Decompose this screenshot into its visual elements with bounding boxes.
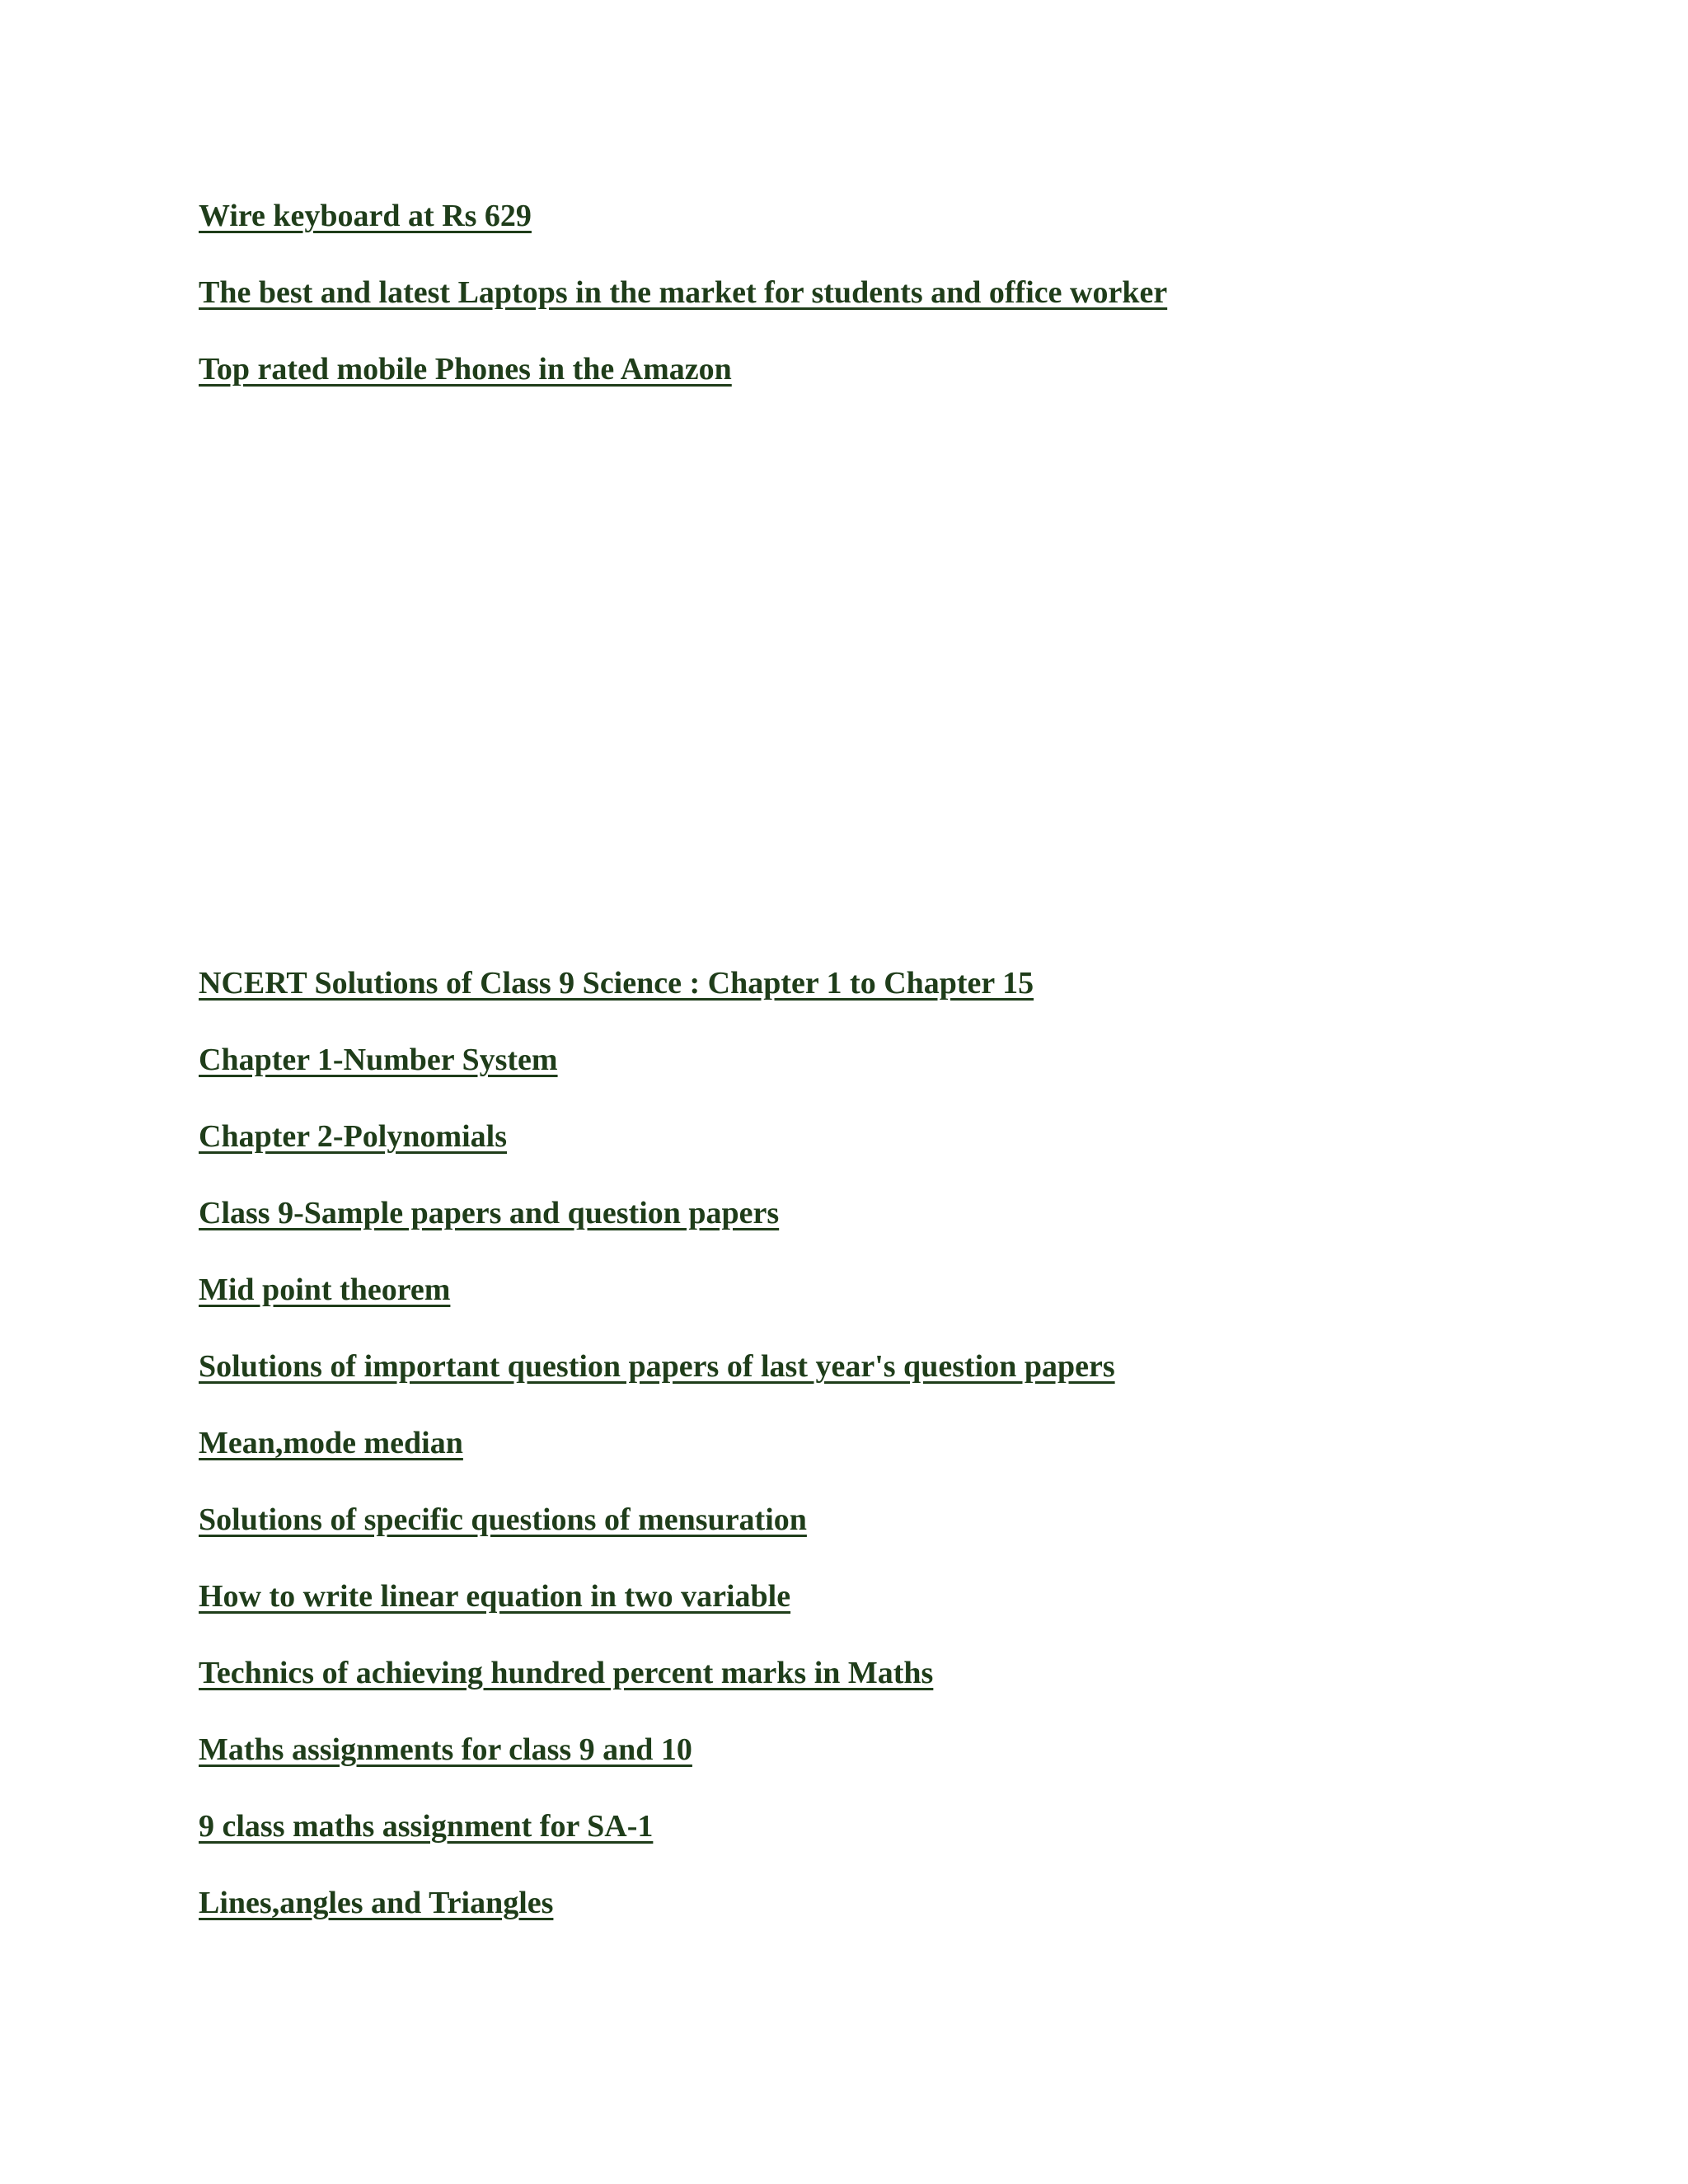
link-important-question-solutions[interactable]: Solutions of important question papers of last year's question papers	[199, 1349, 1115, 1384]
list-item	[199, 274, 1167, 350]
list-item	[199, 1424, 1115, 1501]
link-hundred-percent-marks[interactable]: Technics of achieving hundred percent marks in Maths	[199, 1656, 934, 1690]
study-links-list	[199, 964, 1115, 1961]
list-item	[199, 1501, 1115, 1577]
link-chapter-2-polynomials[interactable]: Chapter 2-Polynomials	[199, 1119, 508, 1154]
shopping-links-list	[199, 197, 1167, 427]
link-linear-equation[interactable]: How to write linear equation in two variable	[199, 1579, 791, 1614]
list-item	[199, 1731, 1115, 1807]
list-item	[199, 1577, 1115, 1654]
list-item	[199, 1118, 1115, 1194]
link-chapter-1-number-system[interactable]: Chapter 1-Number System	[199, 1043, 558, 1077]
list-item	[199, 1654, 1115, 1731]
link-sa1-assignment[interactable]: 9 class maths assignment for SA-1	[199, 1809, 654, 1844]
link-wire-keyboard[interactable]: Wire keyboard at Rs 629	[199, 199, 532, 233]
link-mobile-phones[interactable]: Top rated mobile Phones in the Amazon	[199, 352, 732, 387]
list-item	[199, 1041, 1115, 1118]
link-maths-assignments[interactable]: Maths assignments for class 9 and 10	[199, 1732, 692, 1767]
list-item	[199, 350, 1167, 427]
link-mid-point-theorem[interactable]: Mid point theorem	[199, 1272, 451, 1307]
list-item	[199, 1884, 1115, 1961]
list-item	[199, 1194, 1115, 1271]
link-lines-angles-triangles[interactable]: Lines,angles and Triangles	[199, 1886, 554, 1920]
link-sample-papers[interactable]: Class 9-Sample papers and question papers	[199, 1196, 780, 1230]
list-item	[199, 1807, 1115, 1884]
list-item	[199, 1347, 1115, 1424]
link-laptops[interactable]: The best and latest Laptops in the market for students and office worker	[199, 275, 1168, 310]
link-ncert-science[interactable]: NCERT Solutions of Class 9 Science : Chapter 1 to Chapter 15	[199, 966, 1034, 1001]
link-mensuration[interactable]: Solutions of specific questions of mensuration	[199, 1502, 807, 1537]
list-item	[199, 1271, 1115, 1347]
list-item	[199, 964, 1115, 1041]
link-mean-mode-median[interactable]: Mean,mode median	[199, 1426, 463, 1460]
list-item	[199, 197, 1167, 274]
